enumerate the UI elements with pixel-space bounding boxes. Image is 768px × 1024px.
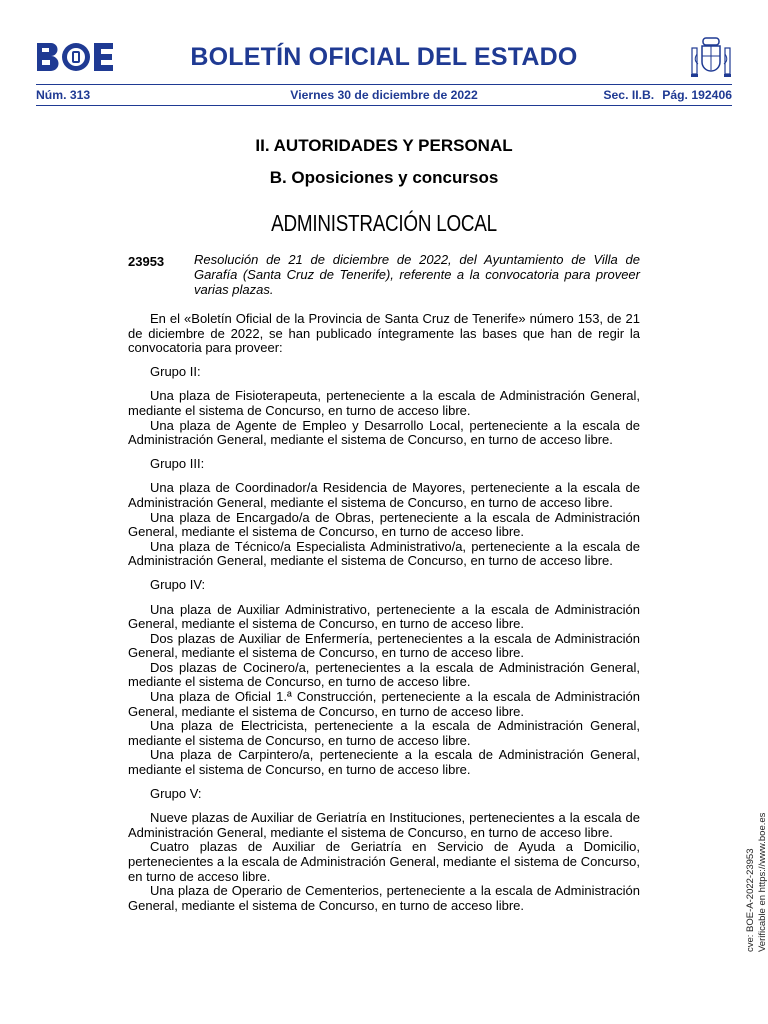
group-label: Grupo II: xyxy=(150,363,201,379)
list-item: Una plaza de Operario de Cementerios, perteneciente a la escala de Administración General, mediante el sistema de Concurso, en turno de acceso libre. xyxy=(128,883,640,913)
subsection-title: B. Oposiciones y concursos xyxy=(269,168,499,187)
issue-number: Núm. 313 xyxy=(36,88,91,102)
list-item: Dos plazas de Cocinero/a, pertenecientes a la escala de Administración General, mediante el sistema de Concurso, en turno de acceso libre. xyxy=(128,659,640,690)
administration-heading: ADMINISTRACIÓN LOCAL xyxy=(271,210,497,236)
verification-note xyxy=(745,612,768,952)
list-item: Una plaza de Carpintero/a, perteneciente a la escala de Administración General, mediante el sistema de Concurso, en turno de acceso libre. xyxy=(128,747,640,778)
list-item: Una plaza de Técnico/a Especialista Administrativo/a, perteneciente a la escala de Administración General, mediante el sistema de Concurso, en turno de acceso libre. xyxy=(128,538,640,569)
section-title: II. AUTORIDADES Y PERSONAL xyxy=(255,136,513,155)
list-item: Dos plazas de Auxiliar de Enfermería, pertenecientes a la escala de Administración General, mediante el sistema de Concurso, en turno de acceso libre. xyxy=(128,630,640,661)
group-label: Grupo IV: xyxy=(150,576,206,592)
group-label: Grupo V: xyxy=(150,785,202,801)
header-rule-top xyxy=(36,84,732,85)
list-item: Cuatro plazas de Auxiliar de Geriatría en Servicio de Ayuda a Domicilio, pertenecientes a la escala de Administración General, mediante el sistema de Concurso, en turno de acceso libre. xyxy=(128,839,640,884)
coat-of-arms-icon xyxy=(688,36,734,80)
issue-date: Viernes 30 de diciembre de 2022 xyxy=(290,88,478,102)
list-item: Nueve plazas de Auxiliar de Geriatría en Instituciones, pertenecientes a la escala de Administración General, mediante el sistema de Concurso, en turno de acceso libre. xyxy=(128,810,640,840)
list-item: Una plaza de Electricista, perteneciente a la escala de Administración General, mediante el sistema de Concurso, en turno de acceso libre. xyxy=(128,718,640,748)
list-item: Una plaza de Fisioterapeuta, perteneciente a la escala de Administración General, mediante el sistema de Concurso, en turno de acceso libre. xyxy=(128,388,640,418)
verify-link[interactable]: Verificable en https://www.boe.es xyxy=(757,812,768,952)
list-item: Una plaza de Agente de Empleo y Desarrollo Local, perteneciente a la escala de Administración General, mediante el sistema de Concurso, en turno de acceso libre. xyxy=(128,417,640,448)
header-rule-bottom xyxy=(36,105,732,106)
group-label: Grupo III: xyxy=(150,455,205,471)
section-code: Sec. II.B. xyxy=(603,88,655,102)
list-item: Una plaza de Coordinador/a Residencia de Mayores, perteneciente a la escala de Administración General, mediante el sistema de Concurso, en turno de acceso libre. xyxy=(128,480,640,510)
intro-paragraph: En el «Boletín Oficial de la Provincia de Santa Cruz de Tenerife» número 153, de 21 de diciembre de 2022, se han publicado íntegramente las bases que han de regir la convocatoria para proveer: xyxy=(128,311,640,356)
list-item: Una plaza de Encargado/a de Obras, perteneciente a la escala de Administración General, mediante el sistema de Concurso, en turno de acceso libre. xyxy=(128,509,640,540)
entry-number: 23953 xyxy=(128,254,165,269)
list-item: Una plaza de Oficial 1.ª Construcción, perteneciente a la escala de Administración General, mediante el sistema de Concurso, en turno de acceso libre. xyxy=(128,689,640,719)
resolution-summary: Resolución de 21 de diciembre de 2022, del Ayuntamiento de Villa de Garafía (Santa Cruz de Tenerife), referente a la convocatoria para proveer varias plazas. xyxy=(194,252,640,297)
section-page xyxy=(595,88,732,102)
document-body xyxy=(128,312,640,913)
page-number: Pág. 192406 xyxy=(662,88,732,102)
list-item: Una plaza de Auxiliar Administrativo, perteneciente a la escala de Administración General, mediante el sistema de Concurso, en turno de acceso libre. xyxy=(128,601,640,632)
bulletin-title: BOLETÍN OFICIAL DEL ESTADO xyxy=(190,43,578,71)
cve-code: cve: BOE-A-2022-23953 xyxy=(745,848,756,952)
